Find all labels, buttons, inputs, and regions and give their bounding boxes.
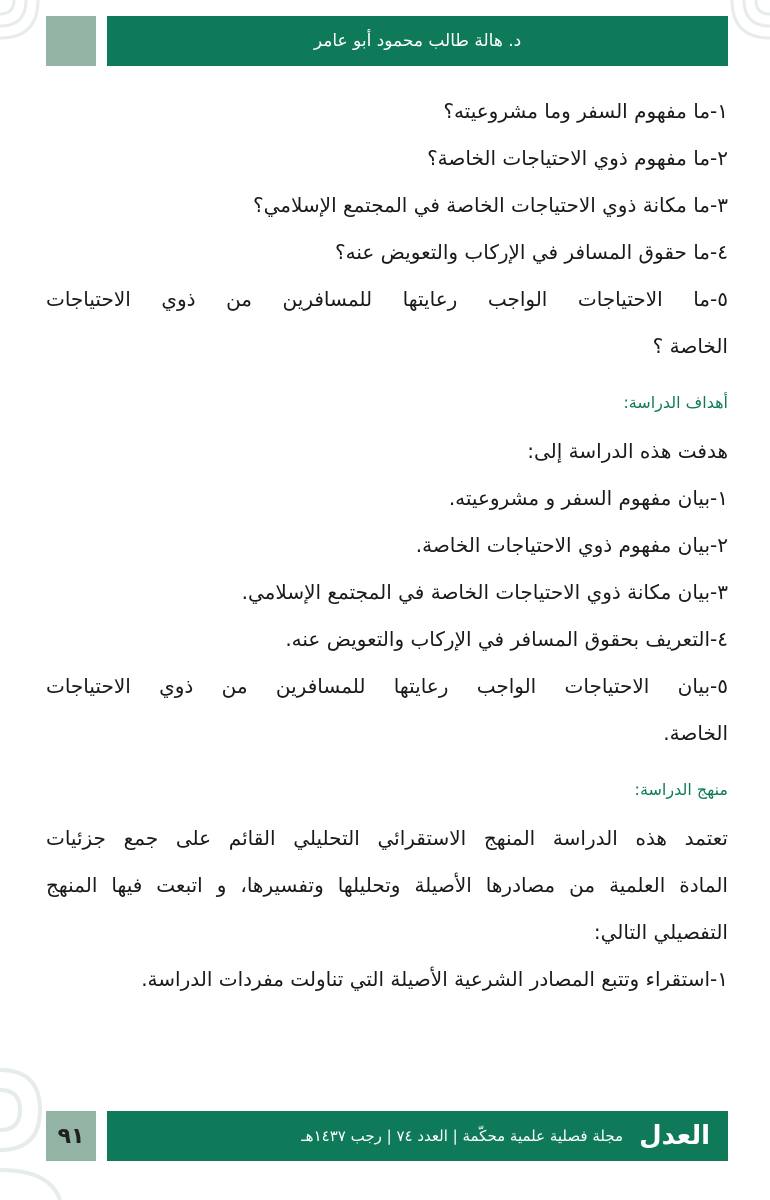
question-1: ١-ما مفهوم السفر وما مشروعيته؟ <box>443 99 728 123</box>
methodology-line-2: المادة العلمية من مصادرها الأصيلة وتحليلها وتفسيرها، و اتبعت فيها المنهج <box>46 873 728 897</box>
methodology-step-1: ١-استقراء وتتبع المصادر الشرعية الأصيلة التي تناولت مفردات الدراسة. <box>141 967 728 991</box>
methodology-heading: منهج الدراسة: <box>634 780 728 799</box>
methodology-line-3: التفصيلي التالي: <box>593 920 728 944</box>
objective-1: ١-بيان مفهوم السفر و مشروعيته. <box>448 486 728 510</box>
journal-logo: العدل <box>639 1121 710 1151</box>
objective-5: ٥-بيان الاحتياجات الواجب رعايتها للمسافرين من ذوي الاحتياجات <box>46 674 728 698</box>
question-5-continued: الخاصة ؟ <box>652 334 728 358</box>
objectives-heading: أهداف الدراسة: <box>623 393 728 412</box>
author-name: د. هالة طالب محمود أبو عامر <box>313 31 522 51</box>
document-body <box>46 88 728 1003</box>
objective-4: ٤-التعريف بحقوق المسافر في الإركاب والتعويض عنه. <box>285 627 728 651</box>
header-accent-square <box>46 16 96 66</box>
header-bar <box>107 16 728 66</box>
question-3: ٣-ما مكانة ذوي الاحتياجات الخاصة في المجتمع الإسلامي؟ <box>252 193 728 217</box>
footer-bar <box>107 1111 728 1161</box>
question-4: ٤-ما حقوق المسافر في الإركاب والتعويض عنه؟ <box>335 240 728 264</box>
objectives-intro: هدفت هذه الدراسة إلى: <box>527 439 728 463</box>
journal-info: مجلة فصلية علمية محكّمة | العدد ٧٤ | رجب ١٤٣٧هـ <box>301 1127 624 1145</box>
question-5: ٥-ما الاحتياجات الواجب رعايتها للمسافرين من ذوي الاحتياجات <box>46 287 728 311</box>
objective-2: ٢-بيان مفهوم ذوي الاحتياجات الخاصة. <box>415 533 728 557</box>
objective-5-continued: الخاصة. <box>663 721 728 745</box>
question-2: ٢-ما مفهوم ذوي الاحتياجات الخاصة؟ <box>427 146 728 170</box>
methodology-line-1: تعتمد هذه الدراسة المنهج الاستقرائي التحليلي القائم على جمع جزئيات <box>46 826 728 850</box>
objective-3: ٣-بيان مكانة ذوي الاحتياجات الخاصة في المجتمع الإسلامي. <box>241 580 728 604</box>
page-number: ٩١ <box>46 1111 96 1161</box>
